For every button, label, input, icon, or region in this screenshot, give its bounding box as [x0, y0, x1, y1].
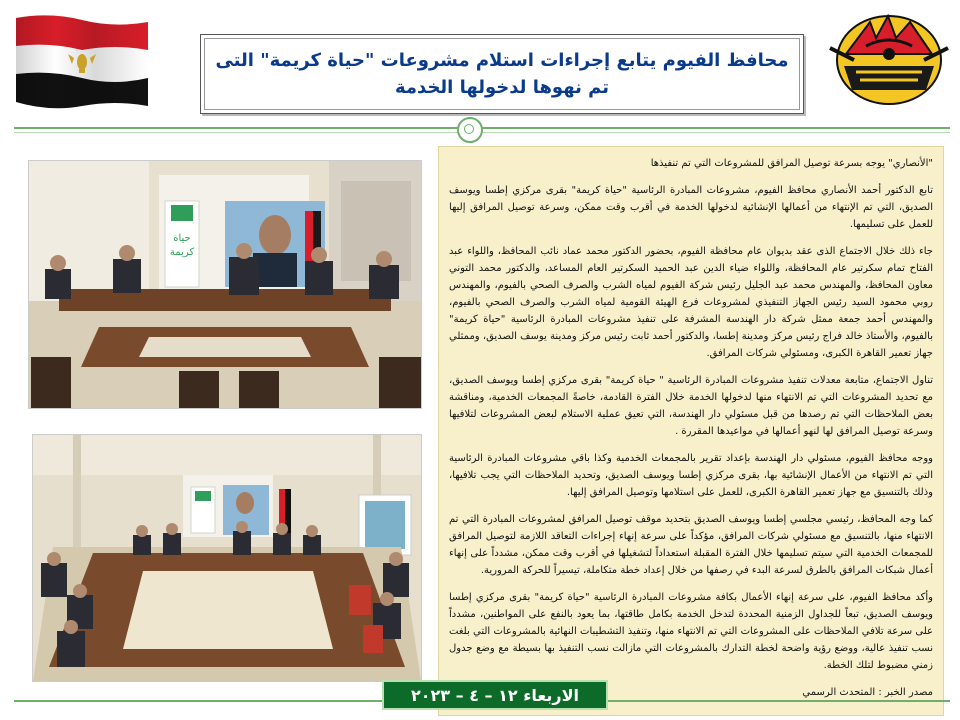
page-title: محافظ الفيوم يتابع إجراءات استلام مشروعات "حياة كريمة" التى تم نهوها لدخولها الخدمة [215, 50, 789, 98]
meeting-photo-2 [32, 434, 422, 682]
divider-ornament-inner [464, 124, 474, 134]
article-paragraph: وأكد محافظ الفيوم، على سرعة إنهاء الأعمال بكافة مشروعات المبادرة الرئاسية "حياة كريمة" بقرى مركزي إطسا ويوسف الصديق، تبعاً للجداول الزمنية المحددة لتدخل الخدمة بكامل طاقتها، بما يعود بالنفع على المواطنين، مشدداً على سرعة تلافي الملاحظات على المشروعات التي تم الانتهاء منها، وتنفيذ التشطيبات النهائية بالمشروعات التي بلغت نسب تنفيذ عالية، ووضع رؤية واضحة لخطة التدارك بالمشروعات التي مازالت نسب التنفيذ بها بسيطة مع وضع جدول زمني مضبوط لتلك الخطة. [449, 592, 933, 671]
date-banner [382, 680, 608, 710]
fayoum-emblem-icon [826, 8, 952, 108]
article-paragraph: ووجه محافظ الفيوم، مسئولي دار الهندسة بإعداد تقرير بالمجمعات الخدمية وكذا باقي مشروعات المبادرة الرئاسية التي تم الانتهاء من الأعمال الإنشائية بها، بقرى مركزي إطسا ويوسف الصديق، وتحديد الملاحظات التي يجب تلافيها، وذلك بالتنسيق مع جهاز تعمير القاهرة الكبرى، للعمل على استلامها وتوصيل المرافق إليها. [449, 453, 933, 498]
article-paragraph: تناول الاجتماع، متابعة معدلات تنفيذ مشروعات المبادرة الرئاسية " حياة كريمة" بقرى مركزي إطسا ويوسف الصديق، مع تحديد المشروعات التي تم الانتهاء منها لدخولها الخدمة خلال الفترة القادمة، خاصةً المجمعات الخدمية، ومناقشة بعض الملاحظات التي تم رصدها من قبل مسئولي دار الهندسة، التي تعيق عملية الاستلام لبعض المشروعات لتلافيها وسرعة توصيل المرافق لها لنهو أعمالها في مواعيدها المقررة . [449, 375, 933, 437]
article-paragraph: "الأنصاري" يوجه بسرعة توصيل المرافق للمشروعات التي تم تنفيذها [650, 158, 933, 169]
egypt-flag-icon [14, 14, 150, 112]
article-paragraph: جاء ذلك خلال الاجتماع الذى عقد بديوان عام محافظة الفيوم، بحضور الدكتور محمد عماد نائب المحافظ، واللواء عبد الفتاح تمام سكرتير عام المحافظة، واللواء ضياء الدين عبد الحميد السكرتير العام المساعد، والدكتور محمد التوني معاون المحافظ، والمهندس محمد عبد الجليل رئيس شركة الفيوم لمياه الشرب والصرف الصحي بالفيوم، والمهندس روبي محمود السيد رئيس الجهاز التنفيذي لمشروعات فرع الهيئة القومية لمياه الشرب والصرف الصحي بالفيوم، والمهندس أحمد جمعة ممثل شركة دار الهندسة المشرفة على تنفيذ مشروعات المبادرة الرئاسية "حياة كريمة" بالفيوم، والأستاذ خالد فراج رئيس مركز ومدينة إطسا، والدكتور أحمد ثابت رئيس مركز ومدينة يوسف الصديق، وممثلي جهاز تعمير القاهرة الكبرى، ومسئولي شركات المرافق. [449, 246, 933, 359]
article-paragraph: كما وجه المحافظ، رئيسي مجلسي إطسا ويوسف الصديق بتحديد موقف توصيل المرافق لمشروعات المبادرة التي تم الانتهاء منها، بالتنسيق مع مسئولي شركات المرافق، مؤكداً على سرعة إنهاء إجراءات التعاقد اللازمة لتوصيل المرافق للمجمعات الخدمية التي سيتم تسليمها خلال الفترة المقبلة استعداداً لتشغيلها في أقرب وقت ممكن، مشدداً على إنهاء أعمال شبكات المرافق بالطرق لسرعة البدء في رصفها من خلال إعداد خطة متكاملة، تيسيراً للحركة المرورية. [449, 514, 933, 576]
meeting-photo-1 [28, 160, 422, 409]
divider-ornament-icon [457, 117, 483, 143]
article-paragraph: تابع الدكتور أحمد الأنصاري محافظ الفيوم، مشروعات المبادرة الرئاسية "حياة كريمة" بقرى مركزي إطسا ويوسف الصديق، التي تم الإنتهاء من أعمالها الإنشائية لدخولها الخدمة في أقرب وقت ممكن، وسرعة توصيل المرافق إليها للعمل على تسليمها. [449, 185, 933, 230]
article-body [438, 146, 944, 716]
headline-box [200, 34, 804, 114]
banner-text-2: كريمة [169, 247, 195, 258]
banner-text: حياة [173, 233, 191, 244]
date-text: الاربعاء ١٢ – ٤ – ٢٠٢٣ [410, 685, 580, 705]
article-source: مصدر الخبر : المتحدث الرسمي [802, 687, 933, 698]
